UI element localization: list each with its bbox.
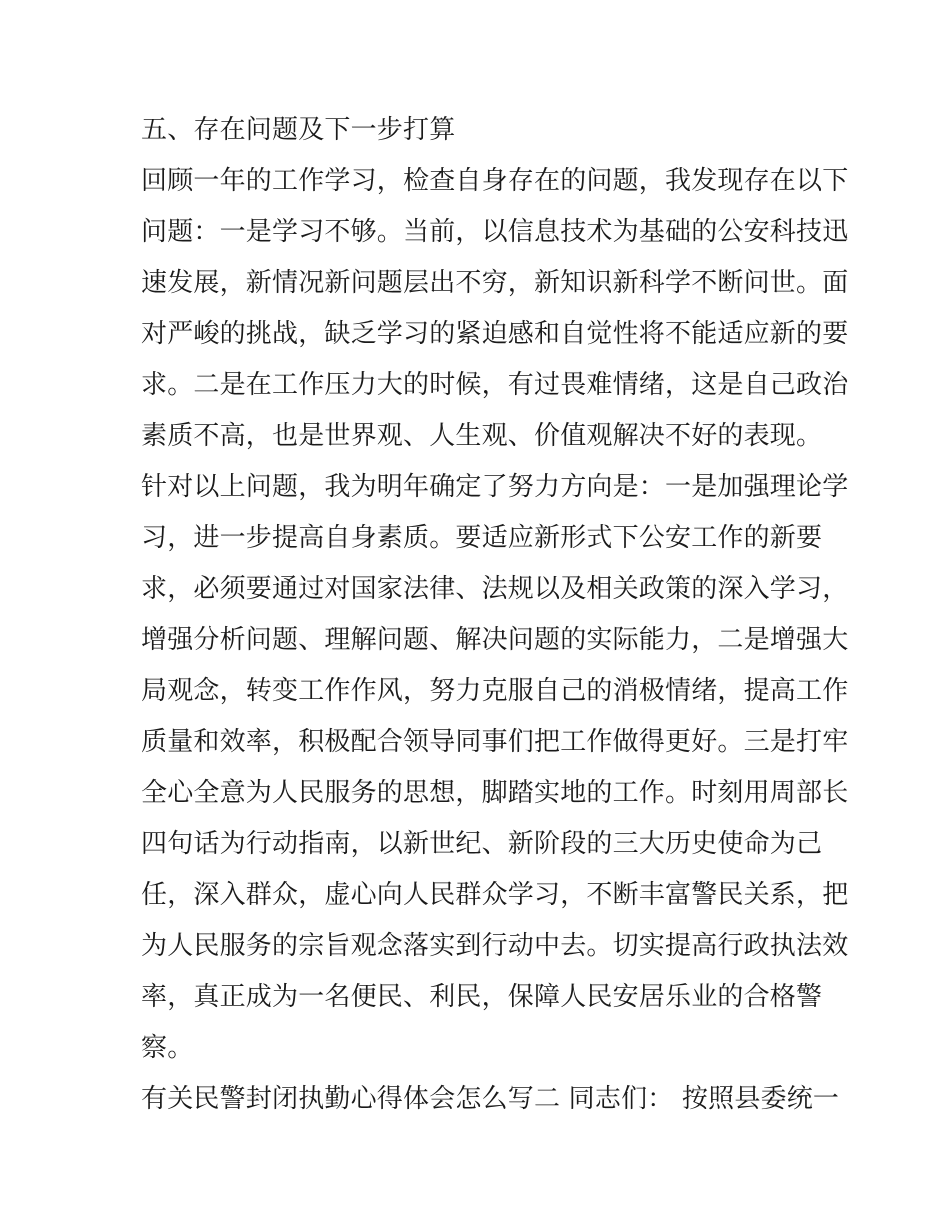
text-line: 习，进一步提高自身素质。要适应新形式下公安工作的新要 <box>141 523 823 553</box>
text-line: 速发展，新情况新问题层出不穷，新知识新科学不断问世。面 <box>141 268 849 298</box>
text-line: 察。 <box>141 1033 194 1063</box>
text-line: 问题：一是学习不够。当前，以信息技术为基础的公安科技迅 <box>141 217 849 247</box>
text-line: 回顾一年的工作学习，检查自身存在的问题，我发现存在以下 <box>141 166 849 196</box>
section-heading: 五、存在问题及下一步打算 <box>141 115 456 145</box>
text-line: 为人民服务的宗旨观念落实到行动中去。切实提高行政执法效 <box>141 931 849 961</box>
text-line: 任，深入群众，虚心向人民群众学习，不断丰富警民关系，把 <box>141 880 849 910</box>
text-line: 素质不高，也是世界观、人生观、价值观解决不好的表现。 <box>141 421 823 451</box>
text-line: 四句话为行动指南，以新世纪、新阶段的三大历史使命为己 <box>141 829 823 859</box>
text-line: 增强分析问题、理解问题、解决问题的实际能力，二是增强大 <box>141 625 849 655</box>
text-line: 质量和效率，积极配合领导同事们把工作做得更好。三是打牢 <box>141 727 849 757</box>
text-line: 对严峻的挑战，缺乏学习的紧迫感和自觉性将不能适应新的要 <box>141 319 849 349</box>
text-line: 针对以上问题，我为明年确定了努力方向是：一是加强理论学 <box>141 472 849 502</box>
text-line: 求。二是在工作压力大的时候，有过畏难情绪，这是自己政治 <box>141 370 849 400</box>
text-line: 求，必须要通过对国家法律、法规以及相关政策的深入学习， <box>141 574 849 604</box>
text-line: 全心全意为人民服务的思想，脚踏实地的工作。时刻用周部长 <box>141 778 849 808</box>
text-line: 率，真正成为一名便民、利民，保障人民安居乐业的合格警 <box>141 982 823 1012</box>
text-line: 局观念，转变工作作风，努力克服自己的消极情绪，提高工作 <box>141 676 849 706</box>
text-line: 有关民警封闭执勤心得体会怎么写二 同志们： 按照县委统一 <box>141 1084 840 1114</box>
